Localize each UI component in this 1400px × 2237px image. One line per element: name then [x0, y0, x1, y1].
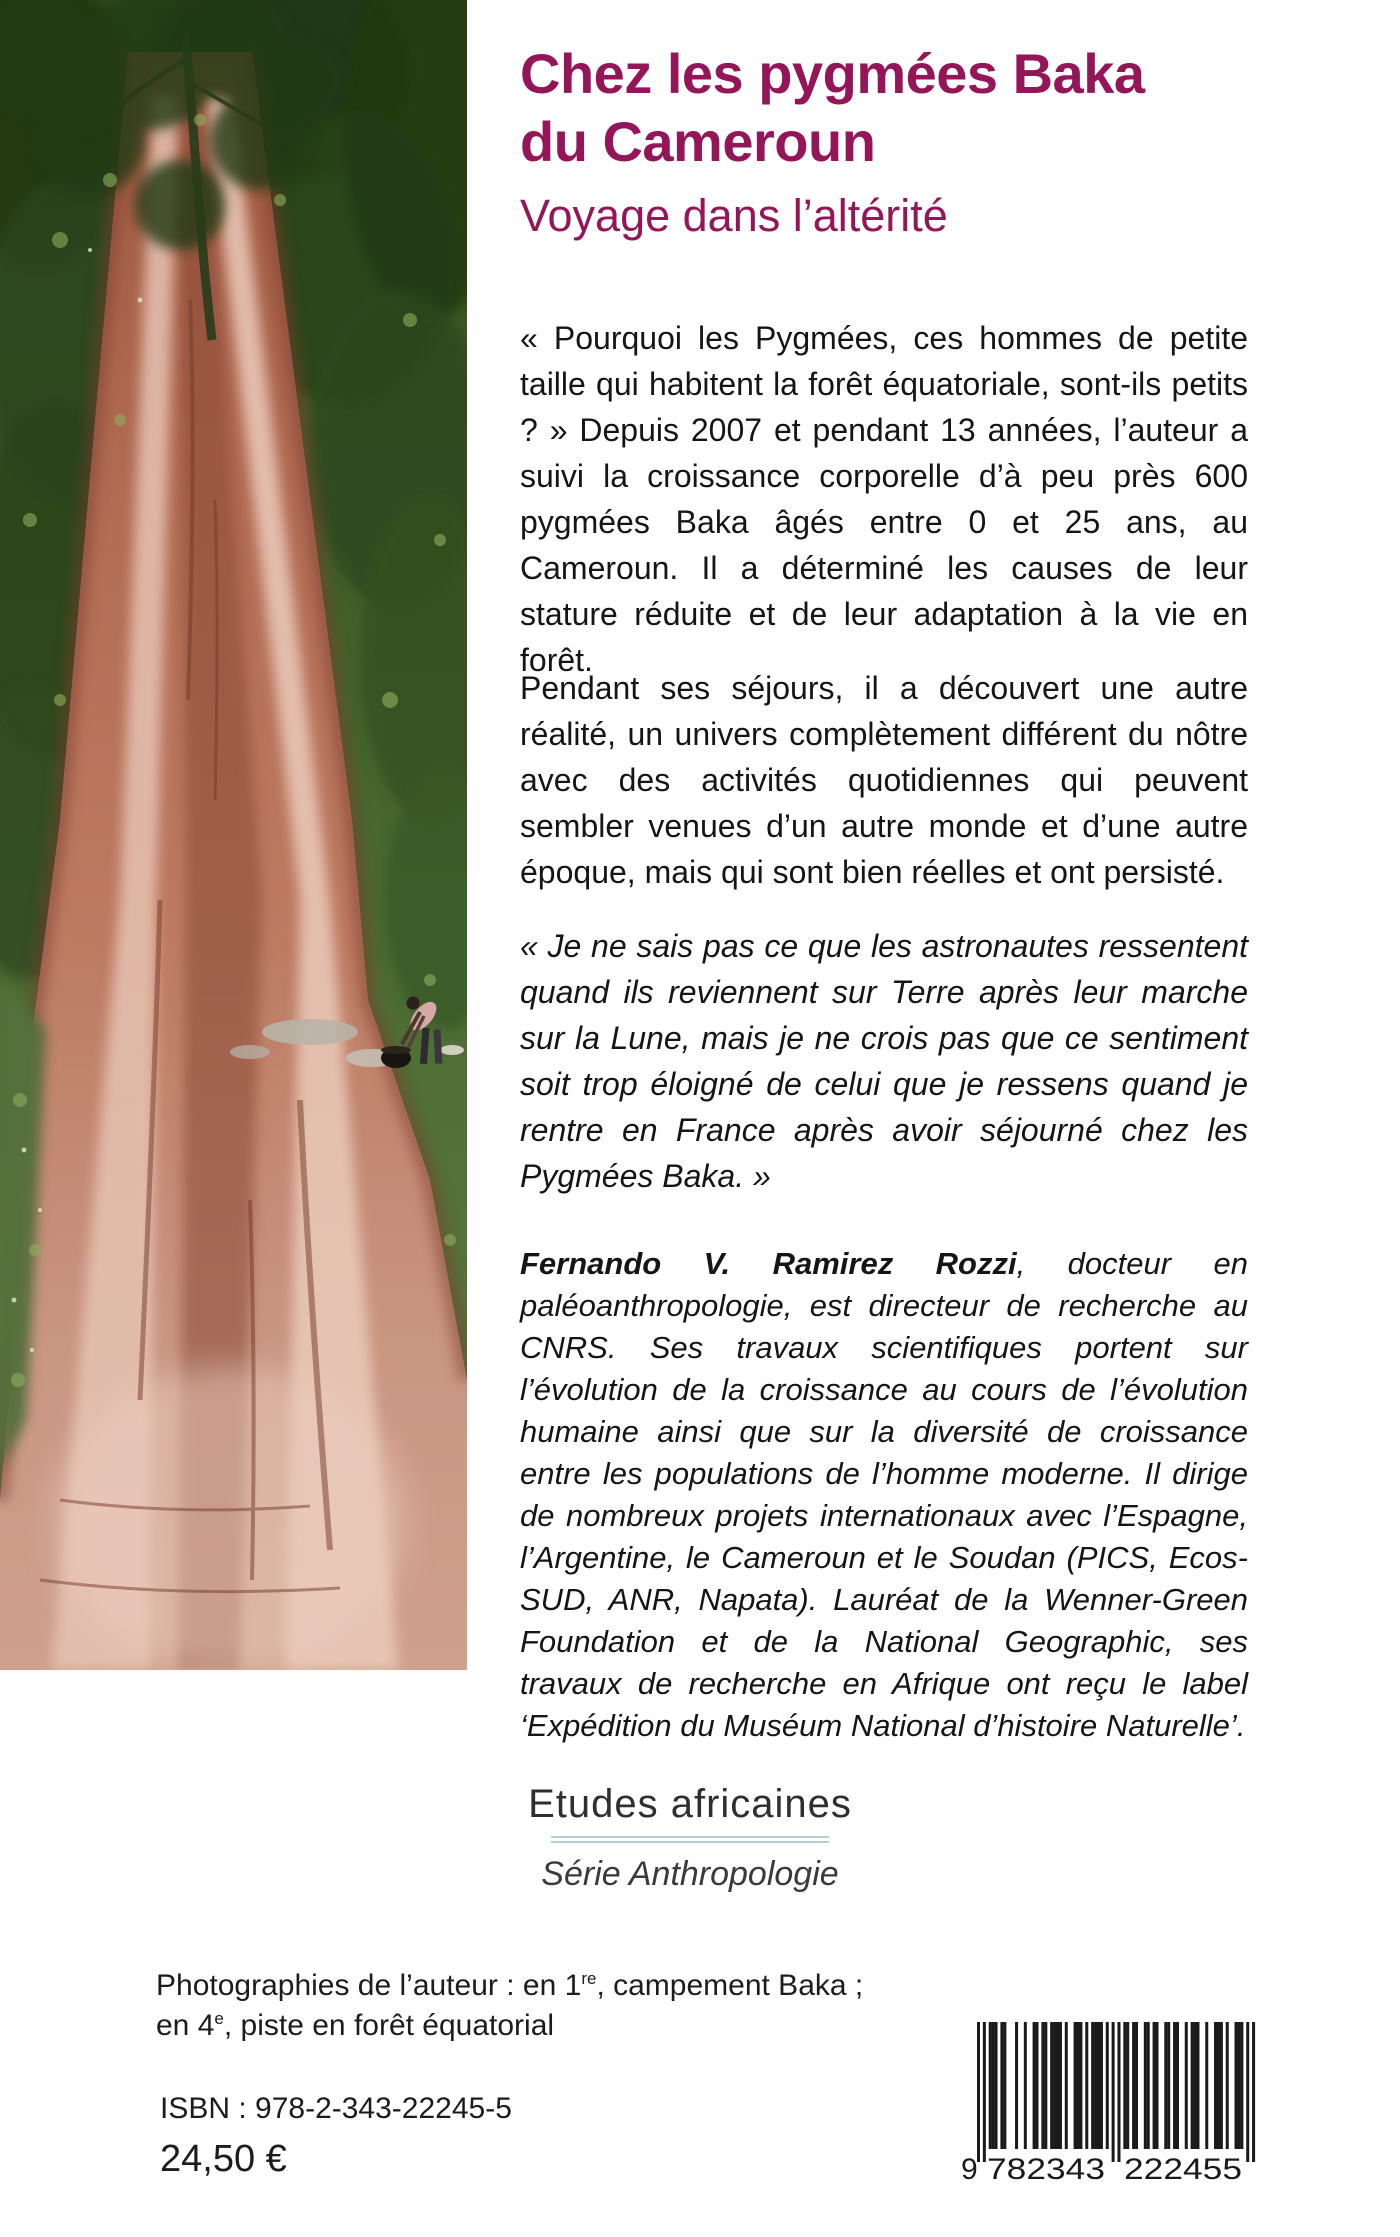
ean13-barcode-svg — [959, 2022, 1256, 2180]
photo-credits-line2: en 4e, piste en forêt équatorial — [156, 2009, 555, 2042]
photo-credits-line1: Photographies de l’auteur : en 1re, campement Baka ; — [156, 1969, 864, 2002]
price: 24,50 € — [160, 2138, 287, 2180]
author-bio — [520, 1243, 1248, 1747]
ean13-barcode — [959, 2022, 1256, 2180]
superscript-e: e — [214, 2009, 224, 2028]
collection-block — [0, 1782, 1380, 1894]
svg-text:9: 9 — [961, 2153, 978, 2180]
author-quote: « Je ne sais pas ce que les astronautes ressentent quand ils reviennent sur Terre après leur marche sur la Lune, mais je ne crois pas que ce sentiment soit trop éloigné de celui que je ressens quand je rentre en France après avoir séjourné chez les Pygmées Baka. » — [520, 928, 1248, 1194]
book-title-line2: du Cameroun — [520, 110, 876, 173]
book-title-line1: Chez les pygmées Baka — [520, 42, 1145, 105]
svg-text:222455: 222455 — [1124, 2153, 1242, 2180]
author-name: Fernando V. Ramirez Rozzi — [520, 1246, 1017, 1281]
collection-name: Etudes africaines — [528, 1782, 852, 1826]
forest-track-illustration — [0, 0, 467, 1670]
synopsis-paragraph-2: Pendant ses séjours, il a découvert une autre réalité, un univers complètement différent du nôtre avec des activités quotidiennes qui peuvent sembler venues d’un autre monde et d’une autre époque, mais qui sont bien réelles et ont persisté. — [520, 670, 1248, 890]
cover-photo-forest-track — [0, 0, 467, 1670]
synopsis-paragraph-1: « Pourquoi les Pygmées, ces hommes de petite taille qui habitent la forêt équatoriale, sont-ils petits ? » Depuis 2007 et pendant 13 années, l’auteur a suivi la croissance corporelle d’à peu près 600 pygmées Baka âgés entre 0 et 25 ans, au Cameroun. Il a déterminé les causes de leur stature réduite et de leur adaptation à la vie en forêt. — [520, 320, 1248, 678]
author-bio-text: , docteur en paléoanthropologie, est directeur de recherche au CNRS. Ses travaux scientifiques portent sur l’évolution de la croissance au cours de l’évolution humaine ainsi que sur la diversité de croissance entre les populations de l’homme moderne. Il dirige de nombreux projets internationaux avec l’Espagne, l’Argentine, le Cameroun et le Soudan (PICS, Ecos-SUD, ANR, Napata). Lauréat de la Wenner-Green Foundation et de la National Geographic, ses travaux de recherche en Afrique ont reçu le label ‘Expédition du Muséum National d’histoire Naturelle’. — [520, 1246, 1248, 1743]
collection-series: Série Anthropologie — [541, 1855, 839, 1893]
photo-credits — [156, 1966, 916, 2046]
superscript-re: re — [581, 1969, 597, 1988]
book-subtitle: Voyage dans l’altérité — [520, 190, 948, 241]
book-title — [520, 40, 1280, 176]
collection-divider — [551, 1836, 829, 1843]
isbn: ISBN : 978-2-343-22245-5 — [160, 2092, 512, 2125]
svg-text:782343: 782343 — [987, 2153, 1105, 2180]
